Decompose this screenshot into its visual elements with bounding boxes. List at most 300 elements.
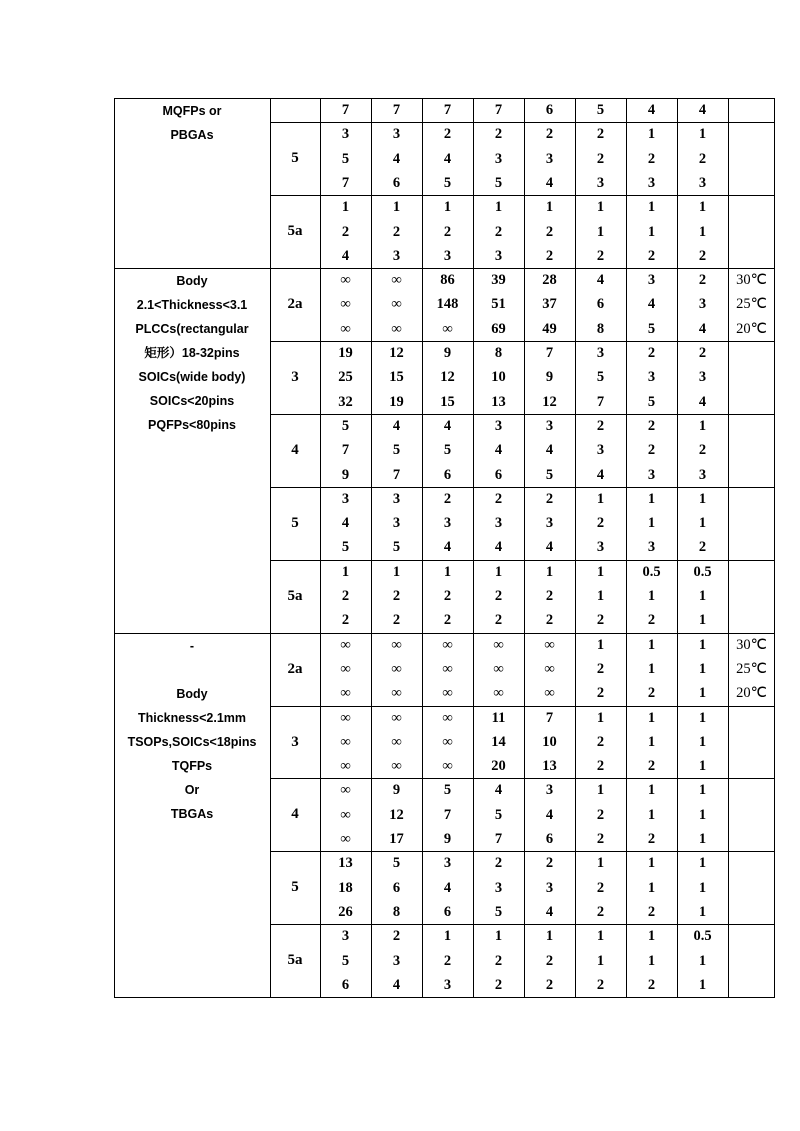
table-cell: 6 (392, 174, 401, 191)
moisture-level-label: 2a (287, 296, 303, 313)
table-cell: 86 (440, 272, 455, 289)
table-cell: 5 (494, 903, 503, 920)
table-cell: 3 (494, 879, 503, 896)
table-cell: 2 (494, 126, 503, 143)
table-cell: 1 (596, 223, 605, 240)
table-cell: 1 (647, 223, 656, 240)
table-cell: 4 (596, 272, 605, 289)
description-line: TQFPs (171, 758, 213, 773)
table-cell: 2 (545, 855, 554, 872)
table-cell: 5 (443, 782, 452, 799)
table-cell: 1 (647, 636, 656, 653)
table-cell: 3 (596, 345, 605, 361)
table-cell: 1 (647, 490, 656, 507)
table-cell: ∞ (391, 733, 402, 750)
package-description (114, 634, 270, 826)
table-cell: 4 (443, 150, 452, 167)
table-cell: ∞ (442, 685, 453, 702)
table-cell: ∞ (391, 272, 402, 289)
table-cell: 2 (392, 612, 401, 629)
table-cell: 6 (392, 879, 401, 896)
table-cell: 2 (341, 612, 350, 629)
description-line: Body (176, 274, 208, 289)
table-cell: 8 (392, 903, 401, 920)
table-cell: 7 (392, 466, 401, 483)
table-cell: 12 (440, 369, 455, 386)
table-cell: 1 (494, 563, 503, 580)
table-cell: 5 (341, 539, 350, 556)
table-cell: 2 (545, 952, 554, 969)
table-cell: 6 (545, 102, 554, 118)
table-cell: 2 (545, 223, 554, 240)
table-cell: 6 (545, 831, 554, 847)
table-cell: 1 (596, 588, 605, 604)
table-cell: 39 (491, 272, 506, 289)
table-cell: 1 (698, 879, 707, 896)
temperature-label: 30℃ (736, 272, 767, 289)
table-cell: ∞ (544, 685, 555, 702)
table-cell: 7 (596, 393, 605, 410)
table-cell: 3 (596, 442, 605, 459)
table-cell: 2 (596, 150, 605, 167)
table-cell: ∞ (340, 709, 351, 726)
description-line: SOICs<20pins (149, 394, 235, 409)
table-cell: 3 (698, 369, 707, 386)
table-cell: 1 (698, 952, 707, 969)
table-cell: 7 (443, 102, 452, 118)
moisture-level-label: 5a (287, 223, 303, 240)
table-cell: 1 (647, 855, 656, 872)
table-cell: 3 (392, 490, 401, 507)
table-cell: 1 (647, 660, 656, 677)
table-cell: 2 (494, 952, 503, 969)
table-cell: 13 (491, 393, 506, 410)
table-cell: 3 (545, 879, 554, 896)
table-cell: 1 (443, 928, 452, 945)
table-cell: 1 (698, 733, 707, 750)
table-cell: 4 (494, 782, 503, 799)
table-cell: ∞ (391, 320, 402, 337)
table-cell: ∞ (442, 709, 453, 726)
temperature-label: 25℃ (736, 296, 767, 313)
table-cell: 2 (443, 223, 452, 240)
table-cell: 5 (392, 855, 401, 872)
table-cell: 3 (698, 466, 707, 483)
table-cell: 5 (647, 393, 656, 410)
table-cell: 2 (647, 685, 656, 702)
table-cell: 3 (341, 490, 350, 507)
moisture-level-label: 2a (287, 660, 303, 677)
moisture-level-label (270, 98, 320, 122)
table-cell: 1 (698, 685, 707, 702)
description-line: MQFPs or (162, 104, 222, 118)
table-cell: 3 (647, 369, 656, 386)
table-cell: 6 (596, 296, 605, 313)
temperature-label: 30℃ (736, 636, 767, 653)
table-cell: 1 (647, 588, 656, 604)
table-cell: ∞ (442, 320, 453, 337)
table-cell: 7 (392, 102, 401, 118)
table-cell: 2 (545, 612, 554, 629)
table-cell: ∞ (340, 831, 351, 847)
table-cell: 3 (494, 417, 503, 434)
table-cell: 3 (545, 417, 554, 434)
table-cell: 3 (596, 539, 605, 556)
table-cell: 2 (596, 660, 605, 677)
package-description (114, 269, 270, 437)
table-cell: 5 (647, 320, 656, 337)
table-cell: 10 (491, 369, 506, 386)
table-cell: 0.5 (642, 563, 661, 580)
moisture-level-label: 5 (291, 514, 299, 531)
table-cell: ∞ (340, 685, 351, 702)
table-cell: 1 (698, 831, 707, 847)
table-cell: 2 (494, 490, 503, 507)
table-cell: 2 (647, 442, 656, 459)
table-cell: ∞ (493, 685, 504, 702)
table-cell: 69 (491, 320, 506, 337)
table-cell: ∞ (391, 660, 402, 677)
table-cell: 7 (545, 709, 554, 726)
table-cell: 2 (443, 490, 452, 507)
table-cell: 6 (443, 466, 452, 483)
table-cell: 1 (545, 928, 554, 945)
table-cell: 1 (494, 199, 503, 216)
table-cell: 4 (392, 417, 401, 434)
table-cell: 1 (698, 855, 707, 872)
table-cell: 3 (443, 855, 452, 872)
table-cell: 1 (647, 733, 656, 750)
table-cell: 4 (494, 539, 503, 556)
table-cell: 3 (698, 296, 707, 313)
table-cell: 2 (443, 126, 452, 143)
table-cell: 3 (647, 272, 656, 289)
table-cell: 1 (596, 928, 605, 945)
table-cell: 12 (389, 806, 404, 823)
table-cell: 3 (341, 928, 350, 945)
table-cell: ∞ (493, 636, 504, 653)
table-cell: 2 (494, 855, 503, 872)
table-cell: 19 (338, 345, 353, 361)
table-cell: 1 (647, 879, 656, 896)
table-cell: 11 (491, 709, 506, 726)
table-cell: 5 (443, 174, 452, 191)
table-cell: 2 (596, 976, 605, 993)
table-cell: 1 (596, 563, 605, 580)
table-cell: 2 (392, 588, 401, 604)
table-cell: 2 (647, 417, 656, 434)
table-cell: 2 (545, 490, 554, 507)
table-cell: 2 (596, 903, 605, 920)
table-cell: 1 (698, 903, 707, 920)
table-cell: 2 (392, 928, 401, 945)
table-cell: 7 (545, 345, 554, 361)
moisture-level-label: 3 (291, 733, 299, 750)
column-divider (728, 99, 729, 268)
table-cell: 5 (341, 417, 350, 434)
table-cell: 5 (443, 442, 452, 459)
table-cell: 1 (698, 417, 707, 434)
table-cell: 2 (341, 588, 350, 604)
table-cell: 3 (545, 782, 554, 799)
table-cell: ∞ (544, 660, 555, 677)
table-cell: 3 (341, 126, 350, 143)
table-cell: 2 (596, 806, 605, 823)
table-cell: 148 (436, 296, 459, 313)
table-cell: 2 (647, 612, 656, 629)
table-cell: 4 (392, 150, 401, 167)
table-bottom-border (114, 997, 775, 998)
table-cell: 7 (443, 806, 452, 823)
table-cell: 5 (545, 466, 554, 483)
table-cell: 26 (338, 903, 353, 920)
table-cell: 1 (698, 199, 707, 216)
moisture-level-label: 5 (291, 150, 299, 167)
table-cell: ∞ (340, 660, 351, 677)
moisture-level-label: 5a (287, 587, 303, 604)
table-cell: ∞ (544, 636, 555, 653)
table-cell: 1 (596, 952, 605, 969)
table-cell: 4 (443, 879, 452, 896)
table-cell: 9 (392, 782, 401, 799)
table-cell: 1 (443, 199, 452, 216)
table-cell: 2 (647, 150, 656, 167)
table-cell: 2 (545, 588, 554, 604)
table-cell: 1 (494, 928, 503, 945)
table-cell: ∞ (340, 806, 351, 823)
table-cell: 3 (647, 466, 656, 483)
table-cell: 7 (494, 831, 503, 847)
table-cell: ∞ (391, 636, 402, 653)
table-cell: 2 (596, 417, 605, 434)
table-cell: 2 (647, 345, 656, 361)
table-cell: 2 (596, 733, 605, 750)
table-cell: 4 (443, 539, 452, 556)
table-cell: 1 (596, 782, 605, 799)
moisture-level-label: 3 (291, 369, 299, 385)
description-line: TBGAs (170, 806, 214, 821)
moisture-level-label: 4 (291, 806, 299, 823)
table-cell: 4 (647, 102, 656, 118)
table-cell: 3 (494, 247, 503, 264)
table-cell: 2 (698, 272, 707, 289)
table-cell: 1 (698, 515, 707, 532)
table-cell: 1 (596, 490, 605, 507)
table-cell: 4 (392, 976, 401, 993)
table-cell: 2 (443, 588, 452, 604)
table-cell: ∞ (391, 758, 402, 775)
table-cell: 2 (698, 442, 707, 459)
table-cell: 7 (494, 102, 503, 118)
table-cell: 1 (392, 563, 401, 580)
table-cell: 1 (698, 709, 707, 726)
table-cell: 17 (389, 831, 404, 847)
table-cell: 1 (647, 928, 656, 945)
table-cell: 2 (596, 612, 605, 629)
table-cell: 32 (338, 393, 353, 410)
description-line: Thickness<2.1mm (137, 710, 247, 725)
table-cell: 2 (494, 612, 503, 629)
table-cell: ∞ (340, 758, 351, 775)
table-cell: 7 (341, 174, 350, 191)
table-cell: 5 (341, 150, 350, 167)
description-line (114, 658, 270, 682)
table-cell: 1 (698, 782, 707, 799)
table-cell: 2 (596, 126, 605, 143)
moisture-level-label: 5a (287, 952, 303, 969)
table-cell: 1 (647, 199, 656, 216)
table-cell: 4 (647, 296, 656, 313)
table-cell: 1 (698, 612, 707, 629)
table-cell: 1 (647, 952, 656, 969)
table-cell: 8 (494, 345, 503, 361)
table-cell: 1 (545, 563, 554, 580)
table-cell: 9 (443, 345, 452, 361)
table-cell: 5 (596, 369, 605, 386)
description-line: - (189, 638, 195, 653)
table-cell: 1 (698, 636, 707, 653)
table-cell: 5 (494, 806, 503, 823)
table-cell: ∞ (442, 758, 453, 775)
table-cell: ∞ (340, 320, 351, 337)
table-cell: 1 (698, 758, 707, 775)
table-cell: 15 (389, 369, 404, 386)
table-cell: 7 (341, 442, 350, 459)
table-cell: 1 (596, 855, 605, 872)
table-cell: 4 (545, 539, 554, 556)
table-cell: 6 (443, 903, 452, 920)
table-cell: 4 (341, 515, 350, 532)
table-cell: 20 (491, 758, 506, 775)
table-cell: 2 (596, 831, 605, 847)
table-cell: 3 (596, 174, 605, 191)
table-cell: 4 (494, 442, 503, 459)
table-cell: 2 (443, 612, 452, 629)
table-cell: 4 (698, 102, 707, 118)
table-cell: 12 (389, 345, 404, 361)
table-cell: 1 (698, 588, 707, 604)
table-cell: 1 (647, 806, 656, 823)
table-cell: 9 (443, 831, 452, 847)
table-cell: 13 (542, 758, 557, 775)
table-cell: 4 (596, 466, 605, 483)
table-cell: 2 (596, 247, 605, 264)
table-cell: 13 (338, 855, 353, 872)
table-cell: ∞ (340, 272, 351, 289)
table-cell: 4 (545, 806, 554, 823)
table-cell: 2 (545, 247, 554, 264)
table-cell: 9 (341, 466, 350, 483)
table-cell: 1 (698, 223, 707, 240)
table-cell: 1 (698, 660, 707, 677)
table-cell: 3 (494, 515, 503, 532)
table-cell: 1 (392, 199, 401, 216)
table-cell: 2 (545, 126, 554, 143)
table-cell: 15 (440, 393, 455, 410)
table-cell: 2 (698, 345, 707, 361)
table-cell: 4 (698, 393, 707, 410)
table-cell: 2 (494, 588, 503, 604)
table-cell: ∞ (493, 660, 504, 677)
table-cell: 2 (392, 223, 401, 240)
moisture-level-label: 5 (291, 879, 299, 896)
table-cell: ∞ (391, 296, 402, 313)
table-cell: 6 (341, 976, 350, 993)
table-cell: 3 (392, 515, 401, 532)
table-cell: 9 (545, 369, 554, 386)
table-cell: 0.5 (693, 928, 712, 945)
table-cell: 2 (647, 903, 656, 920)
table-cell: 8 (596, 320, 605, 337)
table-cell: 1 (647, 782, 656, 799)
table-cell: 0.5 (693, 563, 712, 580)
table-cell: 3 (392, 952, 401, 969)
table-cell: 49 (542, 320, 557, 337)
table-cell: 2 (596, 685, 605, 702)
table-cell: ∞ (340, 782, 351, 799)
table-cell: 3 (698, 174, 707, 191)
description-line: SOICs(wide body) (138, 370, 246, 385)
table-cell: 14 (491, 733, 506, 750)
table-cell: 3 (545, 150, 554, 167)
table-cell: 1 (596, 636, 605, 653)
table-cell: 2 (698, 150, 707, 167)
table-cell: 2 (647, 758, 656, 775)
table-cell: 3 (443, 515, 452, 532)
description-line: PBGAs (170, 128, 214, 142)
table-cell: 18 (338, 879, 353, 896)
table-cell: 3 (392, 247, 401, 264)
table-cell: 3 (443, 247, 452, 264)
table-cell: 1 (443, 563, 452, 580)
table-cell: ∞ (340, 296, 351, 313)
table-cell: 7 (341, 102, 350, 118)
table-cell: 2 (596, 879, 605, 896)
table-cell: 1 (647, 126, 656, 143)
table-cell: ∞ (442, 660, 453, 677)
table-cell: 19 (389, 393, 404, 410)
table-cell: 3 (545, 515, 554, 532)
table-cell: 4 (698, 320, 707, 337)
table-cell: 3 (647, 174, 656, 191)
description-line: 2.1<Thickness<3.1 (136, 298, 248, 313)
table-cell: 2 (596, 515, 605, 532)
table-cell: 28 (542, 272, 557, 289)
table-cell: 1 (698, 976, 707, 993)
table-cell: 1 (341, 563, 350, 580)
table-cell: 2 (647, 831, 656, 847)
table-cell: 2 (545, 976, 554, 993)
table-cell: 2 (494, 976, 503, 993)
description-line: PLCCs(rectangular (135, 322, 249, 337)
table-cell: 4 (545, 174, 554, 191)
table-cell: 4 (443, 417, 452, 434)
moisture-level-label: 4 (291, 441, 299, 458)
table-cell: 1 (596, 199, 605, 216)
table-cell: 3 (494, 150, 503, 167)
description-line: 矩形）18-32pins (144, 346, 240, 361)
temperature-label: 25℃ (736, 660, 767, 677)
table-cell: 2 (596, 758, 605, 775)
description-line: TSOPs,SOICs<18pins (127, 734, 257, 749)
table-cell: 6 (494, 466, 503, 483)
table-cell: 2 (443, 952, 452, 969)
table-cell: 37 (542, 296, 557, 313)
table-cell: 1 (647, 515, 656, 532)
table-cell: 1 (596, 709, 605, 726)
table-cell: 5 (341, 952, 350, 969)
table-cell: 5 (392, 442, 401, 459)
